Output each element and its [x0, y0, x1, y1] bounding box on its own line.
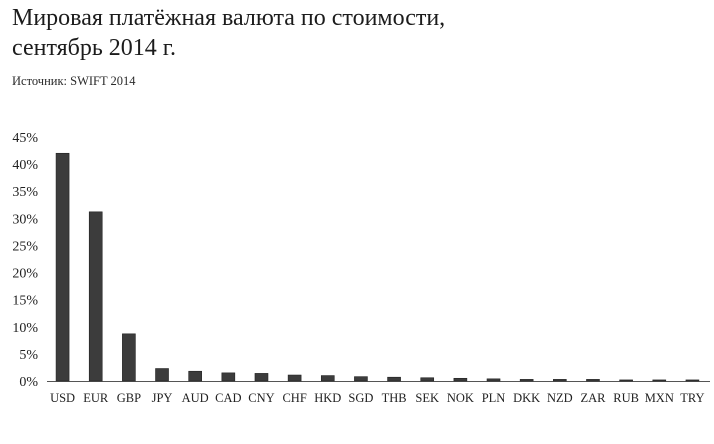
chart-source: Источник: SWIFT 2014: [12, 74, 136, 88]
x-tick-label-cny: CNY: [248, 391, 275, 405]
chart-title-line-2: сентябрь 2014 г.: [12, 35, 176, 61]
bar-try: [686, 380, 699, 381]
bar-eur: [89, 212, 102, 381]
bar-aud: [189, 371, 202, 381]
x-tick-label-aud: AUD: [181, 391, 209, 405]
bar-chf: [288, 375, 301, 381]
x-tick-label-dkk: DKK: [513, 391, 541, 405]
x-tick-label-gbp: GBP: [116, 391, 142, 405]
bar-zar: [586, 379, 599, 381]
chart-title-line-1: Мировая платёжная валюта по стоимости,: [12, 5, 446, 31]
x-tick-label-sgd: SGD: [348, 391, 374, 405]
bar-jpy: [156, 369, 169, 381]
x-axis: [50, 391, 705, 405]
x-tick-label-hkd: HKD: [314, 391, 342, 405]
y-tick-label: 15%: [12, 293, 38, 309]
x-tick-label-chf: CHF: [282, 391, 307, 405]
bars: [56, 153, 699, 381]
x-tick-label-zar: ZAR: [580, 391, 606, 405]
bar-gbp: [122, 334, 135, 381]
x-tick-label-cad: CAD: [215, 391, 242, 405]
bar-dkk: [520, 379, 533, 381]
x-tick-label-jpy: JPY: [151, 391, 173, 405]
y-tick-label: 0%: [19, 375, 38, 390]
bar-mxn: [653, 380, 666, 381]
x-tick-label-nok: NOK: [446, 391, 474, 405]
x-tick-label-nzd: NZD: [546, 391, 573, 405]
x-tick-label-mxn: MXN: [644, 391, 674, 405]
x-tick-label-usd: USD: [50, 391, 76, 405]
y-tick-label: 20%: [12, 266, 38, 282]
y-tick-label: 45%: [12, 131, 38, 146]
x-tick-label-thb: THB: [381, 391, 407, 405]
bar-thb: [388, 377, 401, 381]
y-tick-label: 10%: [12, 320, 38, 336]
x-tick-label-try: TRY: [680, 391, 705, 405]
x-tick-label-rub: RUB: [613, 391, 639, 405]
y-tick-label: 5%: [19, 347, 38, 363]
bar-nok: [454, 378, 467, 381]
y-axis: [12, 131, 710, 390]
bar-sek: [421, 378, 434, 381]
y-tick-label: 30%: [12, 212, 38, 228]
x-tick-label-pln: PLN: [481, 391, 506, 405]
y-tick-label: 40%: [12, 158, 38, 174]
y-tick-label: 35%: [12, 185, 38, 201]
x-tick-label-eur: EUR: [83, 391, 109, 405]
y-tick-label: 25%: [12, 239, 38, 255]
x-tick-label-sek: SEK: [415, 391, 440, 405]
bar-hkd: [321, 376, 334, 381]
bar-pln: [487, 379, 500, 381]
bar-cad: [222, 373, 235, 381]
bar-cny: [255, 373, 268, 381]
bar-sgd: [354, 377, 367, 381]
bar-rub: [620, 380, 633, 381]
bar-nzd: [553, 379, 566, 381]
bar-usd: [56, 153, 69, 381]
